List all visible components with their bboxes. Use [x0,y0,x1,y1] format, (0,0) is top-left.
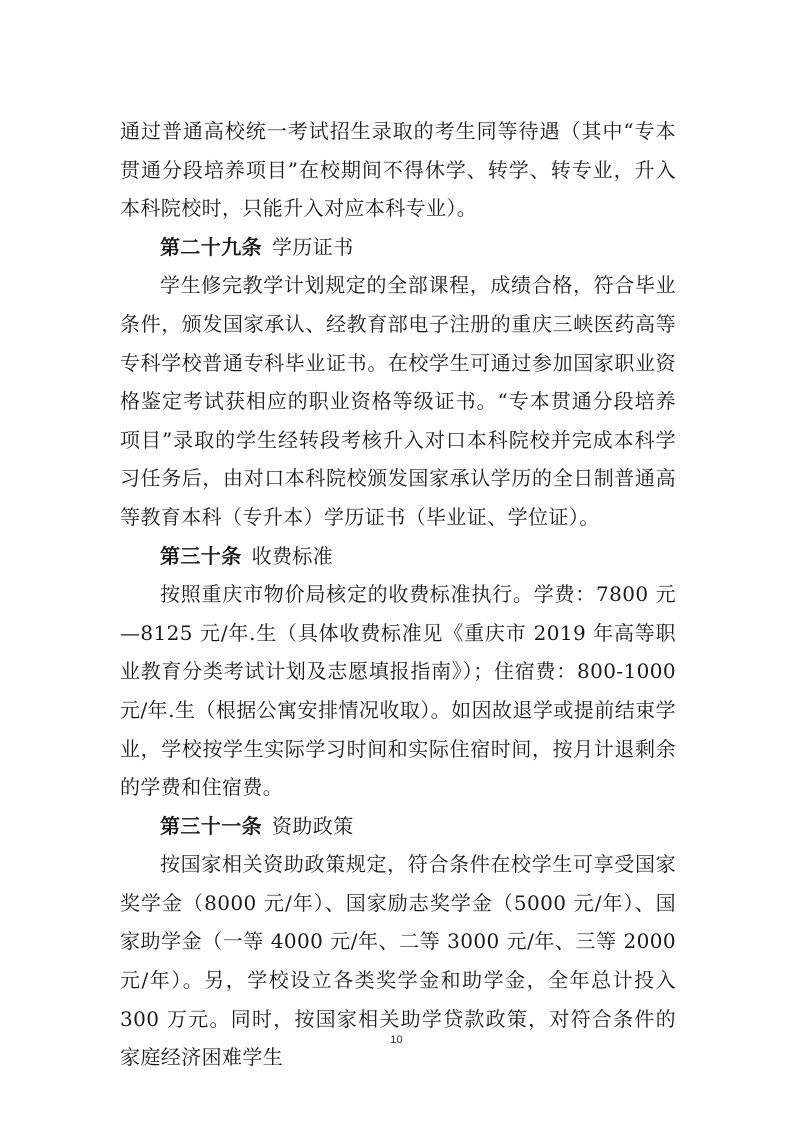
section-title: 学历证书 [272,234,354,259]
section-body-31: 按国家相关资助政策规定，符合条件在校学生可享受国家奖学金（8000 元/年）、国家励志奖学金（5000 元/年）、国家助学金（一等 4000 元/年、二等 3000 元/年、三等 2000 元/年）。另，学校设立各类奖学金和助学金，全年总计投入 300 万元。同时，按国家相关助学贷款政策，对符合条件的家庭经济困难学生 [120,852,676,1070]
page-content [120,112,676,1077]
section-title: 资助政策 [272,813,354,838]
section-title: 收费标准 [251,543,334,568]
continued-paragraph: 通过普通高校统一考试招生录取的考生同等待遇（其中“专本贯通分段培养项目”在校期间不得休学、转学、转专业，升入本科院校时，只能升入对应本科专业）。 [120,119,676,221]
section-number: 第三十一条 [160,813,262,838]
page-number: 10 [390,1034,403,1046]
section-body-29: 学生修完教学计划规定的全部课程，成绩合格，符合毕业条件，颁发国家承认、经教育部电子注册的重庆三峡医药高等专科学校普通专科毕业证书。在校学生可通过参加国家职业资格鉴定考试获相应的职业资格等级证书。“专本贯通分段培养项目”录取的学生经转段考核升入对口本科院校并完成本科学习任务后，由对口本科院校颁发国家承认学历的全日制普通高等教育本科（专升本）学历证书（毕业证、学位证）。 [120,273,676,529]
section-number: 第三十条 [160,543,242,568]
section-heading-30 [120,537,676,576]
section-body-30: 按照重庆市物价局核定的收费标准执行。学费：7800 元—8125 元/年.生（具体收费标准见《重庆市 2019 年高等职业教育分类考试计划及志愿填报指南》）；住宿费：800-1000 元/年.生（根据公寓安排情况收取）。如因故退学或提前结束学业，学校按学生实际学习时间和实际住宿时间，按月计退剩余的学费和住宿费。 [120,582,676,800]
section-number: 第二十九条 [160,234,262,259]
section-heading-29 [120,228,676,267]
section-heading-31 [120,807,676,846]
